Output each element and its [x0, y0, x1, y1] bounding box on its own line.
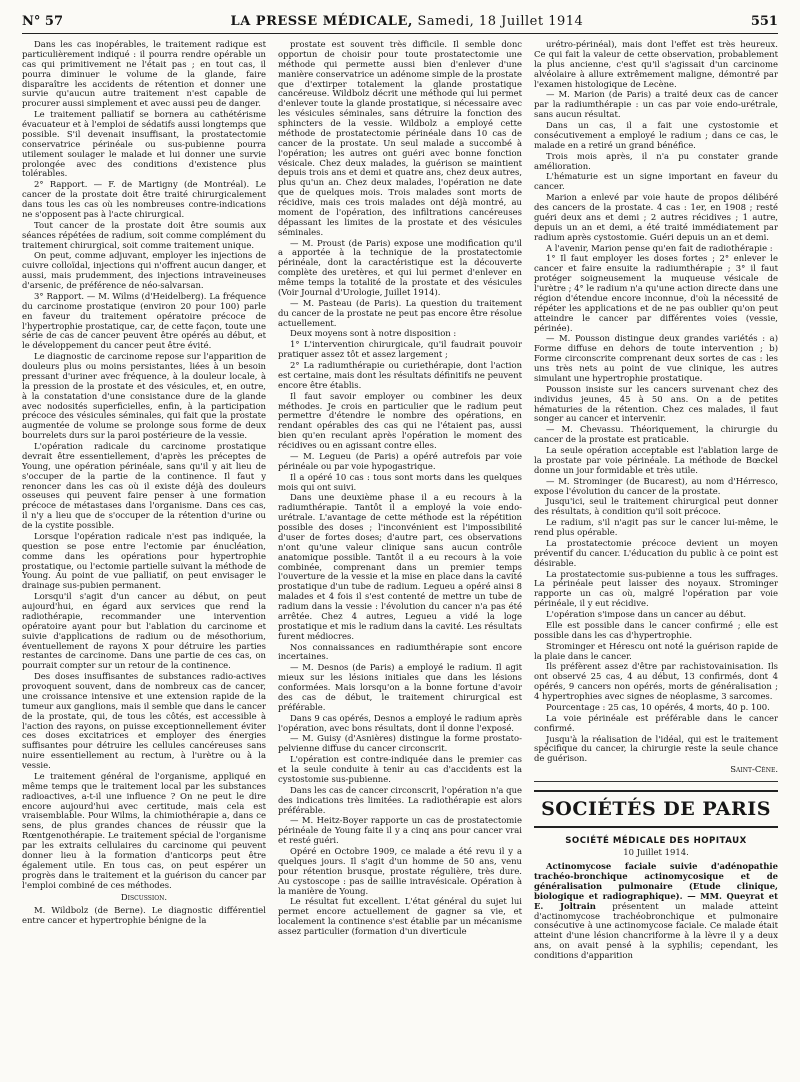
paragraph: 3° Rapport. — M. Wilms (d'Heidelberg). La fréquence du carcinome prostatique (environ 20 pour 100) parle en faveur du traitement opératoire précoce de l'hypertrophie prostatique, car, de cette façon, toute une série de cas de cancer peuvent être opérés au début, et le développement du cancer peut être évité.	[22, 290, 266, 351]
society-name: SOCIÉTÉ MÉDICALE DES HOPITAUX	[565, 836, 747, 847]
paragraph: Tout cancer de la prostate doit être soumis aux séances répétées de radium, soit comme complément du traitement chirurgical, soit comme traitement unique.	[22, 219, 266, 250]
paragraph: Dans une deuxième phase il a eu recours à la radiumthérapie. Tantôt il a employé la voie endo-urétrale. L'avantage de cette méthode est la répétition possible des doses ; l'inconvénient est l'impossibilité d'user de fortes doses; d'autre part, ces observations n'ont qu'une valeur clinique sans aucun contrôle anatomique possible. Tantôt il a eu recours à la voie combinée, comprenant dans un premier temps l'ouverture de la vessie et la mise en place dans la cavité prostatique d'un tube de radium. Legueu a opéré ainsi 8 malades et 4 fois il s'est contenté de mettre un tube de radium dans la vessie : l'évolution du cancer n'a pas été arrêtée. Chez 4 autres, Legueu a vidé la loge prostatique et mis le radium dans la cavité. Les résultats furent médiocres.	[278, 492, 522, 641]
paragraph: Opéré en Octobre 1909, ce malade a été revu il y a quelques jours. Il s'agit d'un homme de 50 ans, venu pour rétention brusque, prostate régulière, très dure. Au cystoscope : pas de saillie intravésicale. Opération à la manière de Young.	[278, 846, 522, 896]
paragraph: prostate est souvent très difficile. Il semble donc opportun de choisir pour toute prostatectomie une méthode qui permette aussi bien d'enlever d'une manière conservatrice un adénome simple de la prostate que d'extirper totalement la glande prostatique cancéreuse. Wildbolz décrit une méthode qui lui permet d'enlever toute la glande prostatique, si nécessaire avec les vésicules séminales, sans détruire la fonction des sphincters de la vessie. Wildbolz a employé cette méthode de prostatectomie périnéale dans 10 cas de cancer de la prostate. Un seul malade a succombé à l'opération; les autres ont guéri avec bonne fonction vésicale. Chez deux malades, la guérison se maintient depuis trois ans et demi et quatre ans, chez deux autres, plus qu'un an. Chez deux malades, l'opération ne date que de quelques mois. Trois malades sont morts de récidive, mais ces trois malades ont déjà montré, au moment de l'opération, des infiltrations cancéreuses dépassant les limites de la prostate et des vésicules séminales.	[278, 40, 522, 237]
paragraph: Lorsque l'opération radicale n'est pas indiquée, la question se pose entre l'ectomie par énucléation, comme dans les opérations pour hypertrophie prostatique, ou l'ectomie partielle suivant la méthode de Young. Au point de vue palliatif, on peut envisager le drainage sus-pubien permanent.	[22, 530, 266, 591]
paragraph: — M. Chevassu. Théoriquement, la chirurgie du cancer de la prostate est praticable.	[534, 424, 778, 445]
report-lead: Actinomycose faciale suivie d'adénopathie trachéo-bronchique actinomycosique et de généralisation pulmonaire (Etude clinique, biologique et radiographique). — MM. Queyrat et E. Joltrain	[534, 861, 778, 911]
paragraph: — M. Desnos (de Paris) a employé le radium. Il agit mieux sur les lésions initiales que dans les lésions conformées. Mais lorsqu'on a la bonne fortune d'avoir des cas de début, le traitement chirurgical est préférable.	[278, 662, 522, 712]
paragraph: Pousson insiste sur les cancers survenant chez des individus jeunes, 45 à 50 ans. On a de petites hématuries de la rétention. Chez ces malades, il faut songer au cancer et intervenir.	[534, 383, 778, 424]
paragraph: Le diagnostic de carcinome repose sur l'apparition de douleurs plus ou moins persistantes, liées à un besoin pressant d'uriner avec fréquence, à la douleur locale, à la pression de la prostate et des vésicules, et, en outre, à la constatation d'une consistance dure de la glande avec nodosités superficielles, enfin, à la participation précoce des vésicules séminales, qui fait que la prostate augmentée de volume se prolonge sous forme de deux bourrelets durs sur la paroi postérieure de la vessie.	[22, 351, 266, 441]
report-body: présentent un malade atteint d'actinomycose trachéobronchique et pulmonaire consécutive à une actinomycose faciale. Ce malade était atteint d'une lésion chancriforme à la lèvre il y a deux ans, on avait pensé à la syphilis; cependant, les conditions d'apparition	[534, 900, 778, 961]
paragraph: L'opération radicale du carcinome prostatique devrait être essentiellement, d'après les préceptes de Young, une opération périnéale, sans qu'il y ait lieu de s'occuper de la partie de la continence. Il faut y renoncer dans les cas où il existe déjà des douleurs osseuses qui peuvent faire penser à une formation précoce de métastases dans l'organisme. Dans ces cas, il n'y a lieu que de s'occuper de la rétention d'urine ou de la cystite possible.	[22, 441, 266, 530]
paragraph: La seule opération acceptable est l'ablation large de la prostate par voie périnéale. La méthode de Bœckel donne un jour formidable et très utile.	[534, 445, 778, 475]
author-signature: Saint-Cène.	[730, 764, 778, 775]
paragraph: 1° L'intervention chirurgicale, qu'il faudrait pouvoir pratiquer assez tôt et assez largement ;	[278, 339, 522, 360]
paragraph: Le radium, s'il n'agit pas sur le cancer lui-même, le rend plus opérable.	[534, 517, 778, 537]
paragraph: Des doses insuffisantes de substances radio-actives provoquent souvent, dans de nombreux cas de cancer, une croissance intensive et une extension rapide de la tumeur aux ganglions, mais il semble que dans le cancer de la prostate, qui, de tous les côtés, est accessible à l'action des rayons, on puisse exceptionnellement éviter ces doses excitatrices et employer des énergies suffisantes pour détruire les cellules cancéreuses sans nuire essentiellement au rectum, à l'urètre ou à la vessie.	[22, 671, 266, 770]
paragraph: Discussion.	[120, 892, 168, 903]
paragraph: On peut, comme adjuvant, employer les injections de cuivre colloïdal, injections qui n'offrent aucun danger, et aussi, mais prudemment, des injections intraveineuses d'arsenic, de préférence de néo-salvarsan.	[22, 250, 266, 290]
paragraph: La prostatectomie sus-pubienne a tous les suffrages. La périnéale peut laisser des noyaux. Strominger rapporte un cas où, malgré l'opération par voie périnéale, il y eut récidive.	[534, 568, 778, 609]
paragraph: Jusqu'à la réalisation de l'idéal, qui est le traitement spécifique du cancer, la chirurgie reste la seule chance de guérison.	[534, 733, 778, 764]
issue-date: Samedi, 18 Juillet 1914	[412, 14, 584, 29]
paragraph: — M. Strominger (de Bucarest), au nom d'Hérresco, expose l'évolution du cancer de la prostate.	[534, 475, 778, 496]
page-number: 551	[750, 14, 778, 29]
paragraph: Le traitement palliatif se bornera au cathétérisme évacuateur et à l'emploi de sédatifs aussi longtemps que possible. S'il devenait insuffisant, la prostatectomie conservatrice périnéale ou sus-pubienne pourra utilement soulager le malade et lui donner une survie prolongée avec des conditions d'existence plus tolérables.	[22, 109, 266, 179]
paragraph: 2° Rapport. — F. de Martigny (de Montréal). Le cancer de la prostate doit être traité chirurgicalement dans tous les cas où les nombreuses contre-indications ne s'opposent pas à l'acte chirurgical.	[22, 179, 266, 219]
paragraph: — M. Pasteau (de Paris). La question du traitement du cancer de la prostate ne peut pas encore être résolue actuellement.	[278, 297, 522, 328]
report-paragraph	[534, 862, 778, 961]
paragraph: L'opération s'impose dans un cancer au début.	[546, 609, 747, 619]
paragraph: — M. Legueu (de Paris) a opéré autrefois par voie périnéale ou par voie hypogastrique.	[278, 450, 522, 471]
paragraph: A l'avenir, Marion pense qu'en fait de radiothérapie :	[546, 242, 773, 253]
paragraph: L'hématurie est un signe important en faveur du cancer.	[534, 171, 778, 192]
paragraph: Ils préfèrent assez d'être par rachistovainisation. Ils ont observé 25 cas, 4 au début, 13 confirmés, dont 4 opérés, 9 cancers non opérés, morts de généralisation ; 4 hypertrophies avec signes de néoplasme, 3 sarcomes.	[534, 661, 778, 701]
journal-title	[231, 14, 584, 29]
paragraph: La voie périnéale est préférable dans le cancer confirmé.	[534, 712, 778, 733]
column-3-text	[534, 40, 778, 764]
paragraph: Strominger et Hérescu ont noté la guérison rapide de la plaie dans le cancer.	[534, 640, 778, 661]
column-1	[22, 40, 266, 1076]
paragraph: Lorsqu'il s'agit d'un cancer au début, on peut aujourd'hui, en égard aux services que rend la radiothérapie, recommander une intervention opératoire ayant pour but l'ablation du carcinome et suivie d'applications de radium ou de mésothorium, éventuellement de rayons X pour détruire les parties restantes de carcinome. Dans une partie de ces cas, on pourrait compter sur un retour de la continence.	[22, 591, 266, 671]
paragraph: — M. Pousson distingue deux grandes variétés : a) Forme diffuse en dehors de toute intervention ; b) Forme circonscrite comprenant deux sortes de cas : les uns très nets au point de vue clinique, les autres simulant une hypertrophie prostatique.	[534, 333, 778, 383]
paragraph: — M. Guisy (d'Asnières) distingue la forme prostato-pelvienne diffuse du cancer circonscrit.	[278, 733, 522, 754]
paragraph: Il a opéré 10 cas : tous sont morts dans les quelques mois qui ont suivi.	[278, 471, 522, 492]
paragraph: urétro-périnéal), mais dont l'effet est très heureux. Ce qui fait la valeur de cette observation, probablement la plus ancienne, c'est qu'il s'agissait d'un carcinome alvéolaire à allure extrêmement maligne, démontré par l'examen histologique de Lecène.	[534, 40, 778, 89]
paragraph: Trois mois après, il n'a pu constater grande amélioration.	[534, 150, 778, 171]
column-3	[534, 40, 778, 1076]
paragraph: M. Wildbolz (de Berne). Le diagnostic différentiel entre cancer et hypertrophie bénigne de la	[22, 905, 266, 926]
section-title: SOCIÉTÉS DE PARIS	[534, 790, 778, 828]
column-2	[278, 40, 522, 1076]
paragraph: 1° Il faut employer les doses fortes ; 2° enlever le cancer et faire ensuite la radiumthérapie ; 3° il faut protéger soigneusement la muqueuse vésicale de l'urètre ; 4° le radium n'a qu'une action directe dans une région d'étendue encore inconnue, d'où la nécessité de répéter les applications et de ne pas oublier qu'on peut atteindre le cancer par différentes voies (vessie, périnée).	[534, 253, 778, 333]
issue-number: N° 57	[22, 14, 63, 29]
paragraph: Le résultat fut excellent. L'état général du sujet lui permet encore actuellement de gagner sa vie, et localement la continence s'est établie par un mécanisme assez particulier (formation d'un diverticule	[278, 896, 522, 936]
session-date: 10 Juillet 1914.	[623, 847, 689, 858]
paragraph: — M. Heitz-Boyer rapporte un cas de prostatectomie périnéale de Young faite il y a cinq ans pour cancer vrai et resté guéri.	[278, 815, 522, 846]
paragraph: Dans les cas de cancer circonscrit, l'opération n'a que des indications très limitées. La radiothérapie est alors préférable.	[278, 784, 522, 815]
paragraph: Marion a enlevé par voie haute de propos délibéré des cancers de la prostate. 4 cas : 1er, en 1908 ; resté guéri deux ans et demi ; 2 autres récidives ; 1 autre, depuis un an et demi, a été traité immédiatement par radium après cystostomie. Guéri depuis un an et demi.	[534, 192, 778, 242]
paragraph: 2° La radiumthérapie ou curiethérapie, dont l'action est certaine, mais dont les résultats définitifs ne peuvent encore être établis.	[278, 360, 522, 390]
paragraph: Jusqu'ici, seul le traitement chirurgical peut donner des résultats, à condition qu'il soit précoce.	[534, 496, 778, 517]
paragraph: Le traitement général de l'organisme, appliqué en même temps que le traitement local par les substances radioactives, a-t-il une influence ? On ne peut le dire encore aujourd'hui avec certitude, mais cela est vraisemblable. Pour Wilms, la chimiothérapie a, dans ce sens, de plus grandes chances de réussir que la Rœntgenothérapie. Le traitement spécial de l'organisme par les extraits cellulaires du carcinome qui peuvent donner lieu à la formation d'anticorps peut être également utile. En tous cas, on peut espérer un progrès dans le traitement et la guérison du cancer par l'emploi combiné de ces méthodes.	[22, 770, 266, 890]
paragraph: L'opération est contre-indiquée dans le premier cas et la seule conduite à tenir au cas d'accidents est la cystostomie sus-pubienne.	[278, 754, 522, 784]
paragraph: Elle est possible dans le cancer confirmé ; elle est possible dans les cas d'hypertrophie.	[534, 619, 778, 640]
paragraph: Pourcentage : 25 cas, 10 opérés, 4 morts, 40 p. 100.	[546, 701, 770, 712]
paragraph: Il faut savoir employer ou combiner les deux méthodes. Je crois en particulier que le radium peut permettre d'étendre le nombre des opérations, en rendant opérables des cas qui ne l'étaient pas, aussi bien qu'en reculant après l'opération le moment des récidives ou en agissant contre elles.	[278, 390, 522, 450]
paragraph: Deux moyens sont à notre disposition :	[290, 328, 457, 339]
paragraph: Dans un cas, il a fait une cystostomie et consécutivement a employé le radium ; dans ce cas, le malade en a retiré un grand bénéfice.	[534, 120, 778, 150]
text-columns	[22, 40, 778, 1076]
journal-name: LA PRESSE MÉDICALE,	[230, 14, 413, 29]
paragraph: Dans les cas inopérables, le traitement radique est particulièrement indiqué : il pourra rendre opérable un cas qui primitivement ne l'était pas ; en tout cas, il pourra diminuer le volume de la glande, faire disparaître les accidents de rétention et donner une survie qu'aucun autre traitement n'est capable de procurer aussi simplement et avec aussi peu de danger.	[22, 40, 266, 109]
section-divider	[534, 781, 778, 782]
page-header	[22, 14, 778, 34]
paragraph: Nos connaissances en radiumthérapie sont encore incertaines.	[278, 641, 522, 662]
paragraph: La prostatectomie précoce devient un moyen préventif du cancer. L'éducation du public à ce point est désirable.	[534, 537, 778, 568]
paragraph: — M. Proust (de Paris) expose une modification qu'il a apportée à la technique de la prostatectomie périnéale, dont la caractéristique est la découverte complète des uretères, et qui lui permet d'enlever en même temps la totalité de la prostate et des vésicules (Voir Journal d'Urologie, Juillet 1914).	[278, 237, 522, 297]
paragraph: — M. Marion (de Paris) a traité deux cas de cancer par la radiumthérapie : un cas par voie endo-urétrale, sans aucun résultat.	[534, 89, 778, 120]
paragraph: Dans 9 cas opérés, Desnos a employé le radium après l'opération, avec bons résultats, dont il donne l'exposé.	[278, 712, 522, 733]
